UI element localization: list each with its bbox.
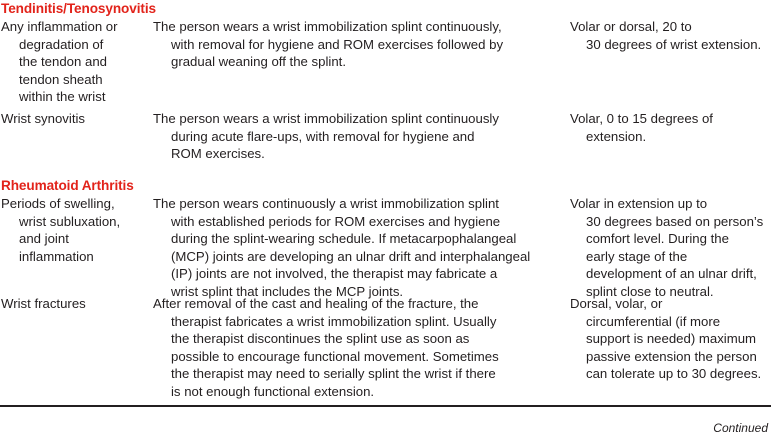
condition-line: within the wrist: [19, 89, 106, 105]
condition-line: tendon sheath: [19, 71, 103, 87]
protocol-line: the therapist discontinues the splint use as soon as: [171, 331, 470, 347]
position-line: development of an ulnar drift,: [586, 266, 757, 282]
protocol-line: wrist splint that includes the MCP joints.: [171, 283, 404, 299]
protocol-line: ROM exercises.: [171, 146, 265, 162]
position-line: support is needed) maximum: [586, 331, 757, 347]
protocol-line: The person wears a wrist immobilization splint continuously: [153, 111, 499, 126]
condition-line: Any inflammation or: [1, 19, 118, 34]
protocol-cell: [153, 295, 565, 401]
condition-line: inflammation: [19, 248, 94, 264]
position-line: Volar or dorsal, 20 to: [570, 19, 692, 34]
continued-label: Continued: [713, 421, 768, 435]
position-line: Dorsal, volar, or: [570, 296, 663, 311]
table-bottom-rule: [0, 405, 771, 407]
position-line: passive extension the person: [586, 348, 757, 364]
condition-line: Wrist fractures: [1, 296, 86, 311]
position-line: Volar, 0 to 15 degrees of: [570, 111, 713, 126]
protocol-cell: [153, 110, 565, 163]
section-heading-tendinitis: Tendinitis/Tenosynovitis: [1, 1, 156, 16]
protocol-cell: [153, 195, 565, 301]
position-cell: [570, 110, 771, 145]
condition-line: Periods of swelling,: [1, 196, 115, 211]
protocol-line: with established periods for ROM exercises and hygiene: [171, 213, 501, 229]
protocol-line: possible to encourage functional movement. Sometimes: [171, 348, 499, 364]
condition-cell: [1, 295, 151, 313]
position-line: extension.: [586, 128, 647, 144]
section-heading-rheumatoid-arthritis: Rheumatoid Arthritis: [1, 178, 134, 193]
condition-line: the tendon and: [19, 54, 107, 70]
position-cell: [570, 195, 771, 301]
protocol-line: (MCP) joints are developing an ulnar drift and interphalangeal: [171, 248, 531, 264]
protocol-line: (IP) joints are not involved, the therapist may fabricate a: [171, 266, 498, 282]
position-line: Volar in extension up to: [570, 196, 708, 211]
protocol-line: during acute flare-ups, with removal for hygiene and: [171, 128, 475, 144]
protocol-line: gradual weaning off the splint.: [171, 54, 346, 70]
condition-line: and joint: [19, 231, 69, 247]
condition-line: wrist subluxation,: [19, 213, 121, 229]
condition-cell: [1, 18, 151, 106]
position-line: can tolerate up to 30 degrees.: [586, 366, 762, 382]
protocol-cell: [153, 18, 565, 71]
position-line: 30 degrees of wrist extension.: [586, 36, 762, 52]
condition-cell: [1, 195, 151, 265]
condition-cell: [1, 110, 151, 128]
position-line: 30 degrees based on person’s: [586, 213, 764, 229]
protocol-line: during the splint-wearing schedule. If metacarpophalangeal: [171, 231, 517, 247]
position-line: splint close to neutral.: [586, 283, 714, 299]
protocol-line: with removal for hygiene and ROM exercises followed by: [171, 36, 504, 52]
protocol-line: therapist fabricates a wrist immobilization splint. Usually: [171, 313, 497, 329]
position-line: early stage of the: [586, 248, 688, 264]
protocol-line: The person wears continuously a wrist immobilization splint: [153, 196, 499, 211]
position-cell: [570, 18, 771, 53]
position-line: comfort level. During the: [586, 231, 729, 247]
position-cell: [570, 295, 771, 383]
condition-line: degradation of: [19, 36, 104, 52]
protocol-line: After removal of the cast and healing of the fracture, the: [153, 296, 479, 311]
condition-line: Wrist synovitis: [1, 111, 86, 126]
protocol-line: The person wears a wrist immobilization splint continuously,: [153, 19, 502, 34]
protocol-line: the therapist may need to serially splint the wrist if there: [171, 366, 496, 382]
protocol-line: is not enough functional extension.: [171, 383, 375, 399]
position-line: circumferential (if more: [586, 313, 721, 329]
